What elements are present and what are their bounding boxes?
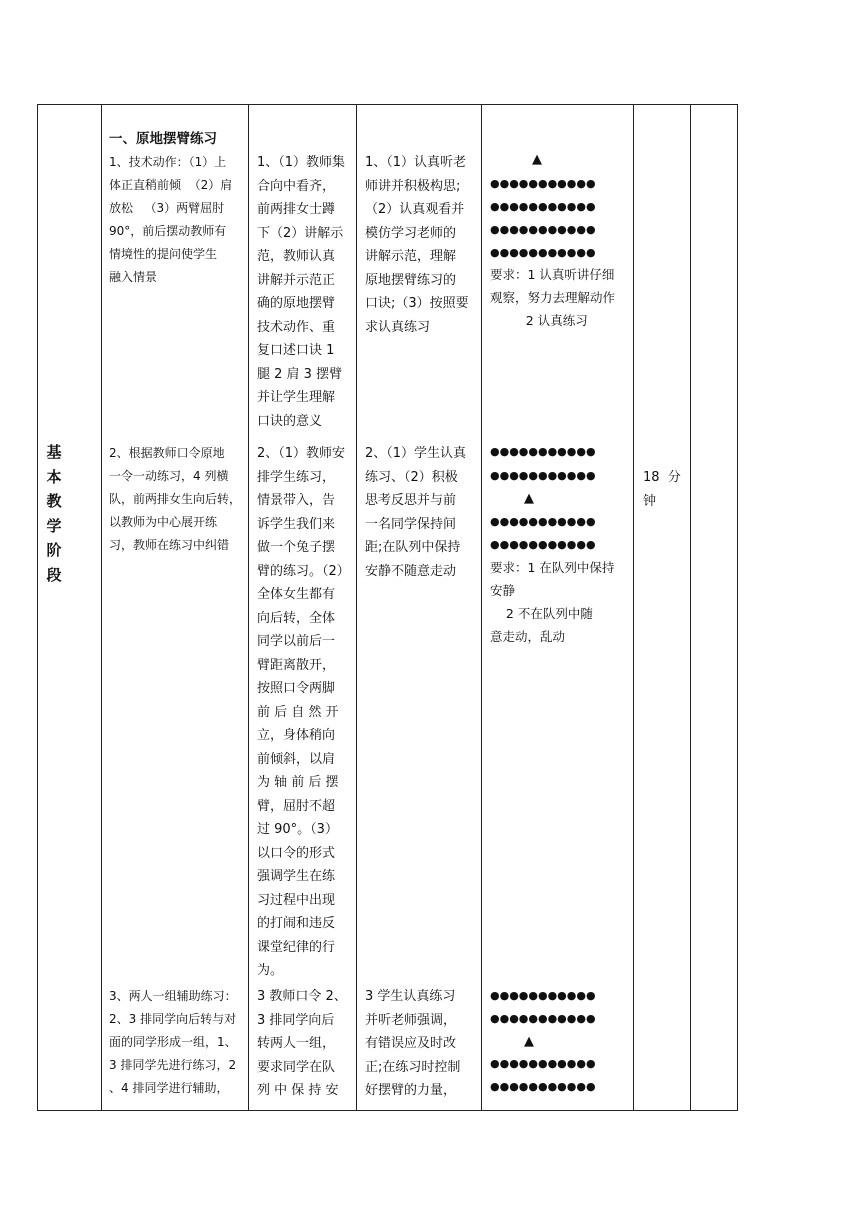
table-column-border [737,104,738,1111]
teacher-position-triangle: ▲ [532,152,542,167]
section2-student-activity: 2、（1）学生认真 练习、（2）积极 思考反思并与前 一名同学保持间 距;在队列中保持 安静不随意走动 [365,446,467,579]
formation-row: ●●●●●●●●●●● [490,1012,596,1025]
formation-row: ●●●●●●●●●●● [490,246,596,259]
table-column-border [37,104,38,1111]
section2-teacher-activity: 2、（1）教师安 排学生练习， 情景带入，告 诉学生我们来 做一个兔子摆 臂的练习。（2） 全体女生都有 向后转，全体 同学以前后一 臂距离散开， 按照口令两脚 前 后 自 然 开 立，身体稍向 前倾斜，以肩 为 轴 前 后 摆 臂，屈肘不超 过 90°。（3） 以口令的形式 强调学生在练 习过程中出现 的打闹和违反 课堂纪律的行 为。 [257,446,350,978]
section1-content: 1、技术动作：（1）上 体正直稍前倾 （2）肩 放松 （3）两臂屈肘 90°，前后摆动教师有 情境性的提问使学生 融入情景 [109,155,233,284]
table-column-border [633,104,634,1111]
table-column-border [481,104,482,1111]
section3-teacher-activity: 3 教师口令 2、 3 排同学向后 转两人一组， 要求同学在队 列 中 保 持 安 [257,989,347,1098]
section3-student-activity: 3 学生认真练习 并听老师强调， 有错误应及时改 正;在练习时控制 好摆臂的力量， [365,989,461,1098]
formation-row: ●●●●●●●●●●● [490,469,596,482]
formation-row: ●●●●●●●●●●● [490,223,596,236]
formation-row: ●●●●●●●●●●● [490,515,596,528]
formation-row: ●●●●●●●●●●● [490,445,596,458]
section1-teacher-activity: 1、（1）教师集 合向中看齐， 前两排女士蹲 下（2）讲解示 范，教师认真 讲解并示范正 确的原地摆臂 技术动作、重 复口述口诀 1 腿 2 肩 3 摆臂 并让学生理解 口诀的意义 [257,155,346,429]
formation-row: ●●●●●●●●●●● [490,538,596,551]
table-column-border [356,104,357,1111]
formation-row: ●●●●●●●●●●● [490,200,596,213]
section2-requirement: 要求：1 在队列中保持 安静 2 不在队列中随 意走动，乱动 [490,560,615,644]
time-value: 18 分 钟 [643,470,681,509]
table-column-border [690,104,691,1111]
table-column-border [248,104,249,1111]
formation-row: ●●●●●●●●●●● [490,989,596,1002]
teacher-position-triangle: ▲ [524,491,534,506]
formation-row: ●●●●●●●●●●● [490,1057,596,1070]
formation-row: ●●●●●●●●●●● [490,177,596,190]
table-column-border [101,104,102,1111]
section1-requirement: 要求：1 认真听讲仔细 观察，努力去理解动作 2 认真练习 [490,267,616,328]
teacher-position-triangle: ▲ [524,1034,534,1049]
section1-student-activity: 1、（1）认真听老 师讲并积极构思; （2）认真观看并 模仿学习老师的 讲解示范，理解 原地摆臂练习的 口诀;（3）按照要 求认真练习 [365,155,469,335]
stage-label: 基 本 教 学 阶 段 [46,443,62,584]
formation-row: ●●●●●●●●●●● [490,1080,596,1093]
section1-heading: 一、原地摆臂练习 [109,131,217,147]
section2-content: 2、根据教师口令原地 一令一动练习，4 列横 队，前两排女生向后转， 以教师为中心展开练 习，教师在练习中纠错 [109,446,242,552]
section3-content: 3、两人一组辅助练习： 2、3 排同学向后转与对 面的同学形成一组，1、 3 排同学先进行练习，2 、4 排同学进行辅助， [109,989,237,1095]
